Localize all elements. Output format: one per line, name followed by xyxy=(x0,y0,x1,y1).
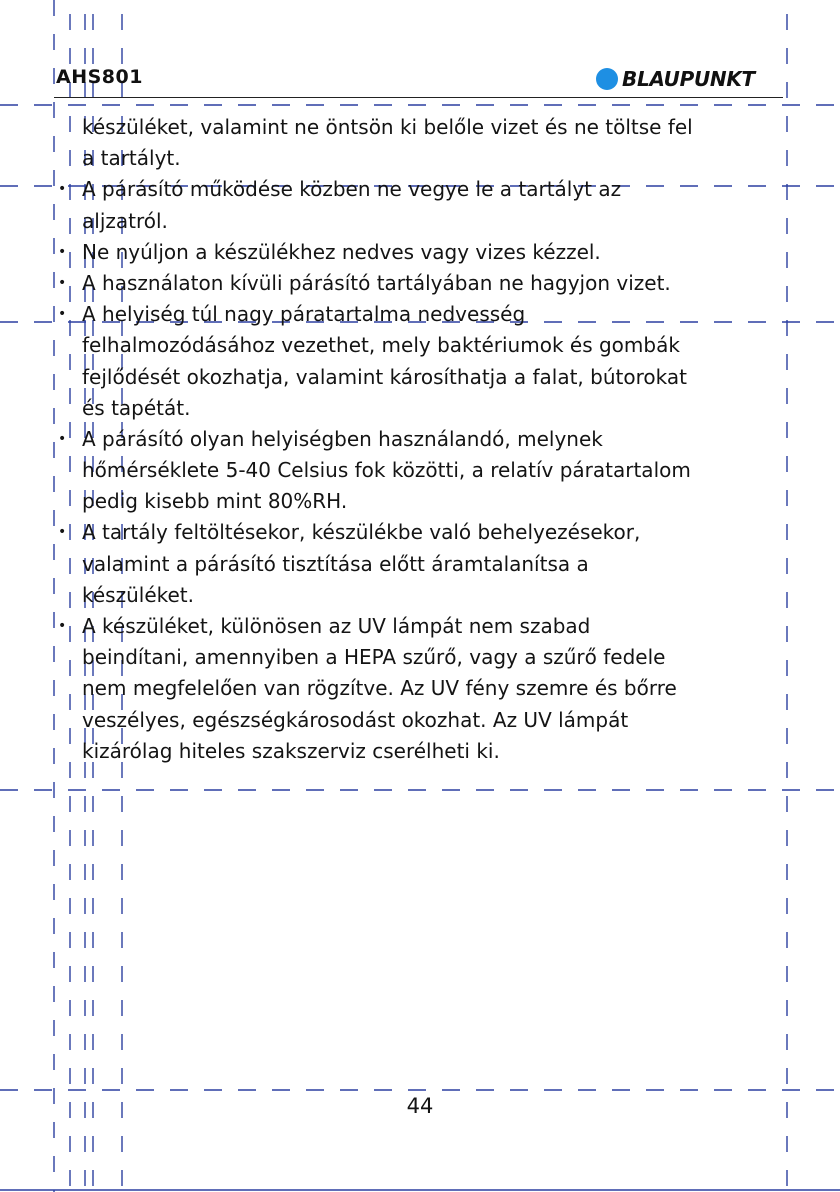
line-text: a tartályt. xyxy=(82,146,181,171)
text-line xyxy=(58,112,786,143)
bullet-item-line xyxy=(58,517,786,548)
model-number: AHS801 xyxy=(56,66,143,88)
bullet-icon: • xyxy=(58,274,67,291)
brand-name: BLAUPUNKT xyxy=(622,67,755,91)
line-text: nem megfelelően van rögzítve. Az UV fény szemre és bőrre xyxy=(82,676,677,701)
safety-instructions xyxy=(58,112,786,767)
bullet-item-line xyxy=(58,299,786,330)
line-text: hőmérséklete 5-40 Celsius fok közötti, a relatív páratartalom xyxy=(82,458,691,483)
bullet-icon: • xyxy=(58,618,67,634)
line-text: A készüléket, különösen az UV lámpát nem szabad xyxy=(82,614,591,638)
text-line xyxy=(58,736,786,767)
line-text: A helyiség túl nagy páratartalma nedvesség xyxy=(82,302,526,327)
line-text: pedig kisebb mint 80%RH. xyxy=(82,489,348,514)
line-text: készüléket. xyxy=(82,582,195,607)
text-line xyxy=(58,206,786,237)
text-line xyxy=(58,580,786,611)
line-text: felhalmozódásához vezethet, mely baktériumok és gombák xyxy=(82,333,680,358)
bullet-item-line xyxy=(58,174,786,205)
line-text: valamint a párásító tisztítása előtt áramtalanítsa a xyxy=(82,551,589,576)
header-divider xyxy=(54,97,783,98)
page-number: 44 xyxy=(406,1094,434,1118)
text-line xyxy=(58,705,786,736)
line-text: veszélyes, egészségkárosodást okozhat. Az UV lámpát xyxy=(82,707,629,732)
line-text: A párásító működése közben ne vegye le a tartályt az xyxy=(82,177,622,202)
bullet-item-line xyxy=(58,611,786,642)
bullet-item-line xyxy=(58,237,786,268)
text-line xyxy=(58,362,786,393)
bullet-item-line xyxy=(58,424,786,455)
text-line xyxy=(58,393,786,424)
bullet-icon: • xyxy=(58,181,67,198)
line-text: beindítani, amennyiben a HEPA szűrő, vagy a szűrő fedele xyxy=(82,645,666,670)
line-text: készüléket, valamint ne öntsön ki belőle vizet és ne töltse fel xyxy=(82,115,693,139)
line-text: A párásító olyan helyiségben használandó, melynek xyxy=(82,426,603,451)
bullet-icon: • xyxy=(58,306,67,323)
line-text: és tapétát. xyxy=(82,395,191,420)
line-text: A használaton kívüli párásító tartályában ne hagyjon vizet. xyxy=(82,270,671,295)
line-text: aljzatról. xyxy=(82,208,168,233)
text-line xyxy=(58,330,786,361)
bullet-icon: • xyxy=(58,430,67,447)
bullet-icon: • xyxy=(58,243,67,260)
text-line xyxy=(58,455,786,486)
bullet-item-line xyxy=(58,268,786,299)
text-line xyxy=(58,143,786,174)
line-text: Ne nyúljon a készülékhez nedves vagy vizes kézzel. xyxy=(82,239,601,264)
brand-dot-icon xyxy=(596,68,618,90)
text-line xyxy=(58,673,786,704)
text-line xyxy=(58,549,786,580)
line-text: A tartály feltöltésekor, készülékbe való behelyezésekor, xyxy=(82,520,641,545)
text-line xyxy=(58,486,786,517)
line-text: fejlődését okozhatja, valamint károsíthatja a falat, bútorokat xyxy=(82,364,687,389)
text-line xyxy=(58,642,786,673)
line-text: kizárólag hiteles szakszerviz cserélheti ki. xyxy=(82,738,500,763)
bullet-icon: • xyxy=(58,524,67,541)
brand-logo xyxy=(596,64,755,94)
